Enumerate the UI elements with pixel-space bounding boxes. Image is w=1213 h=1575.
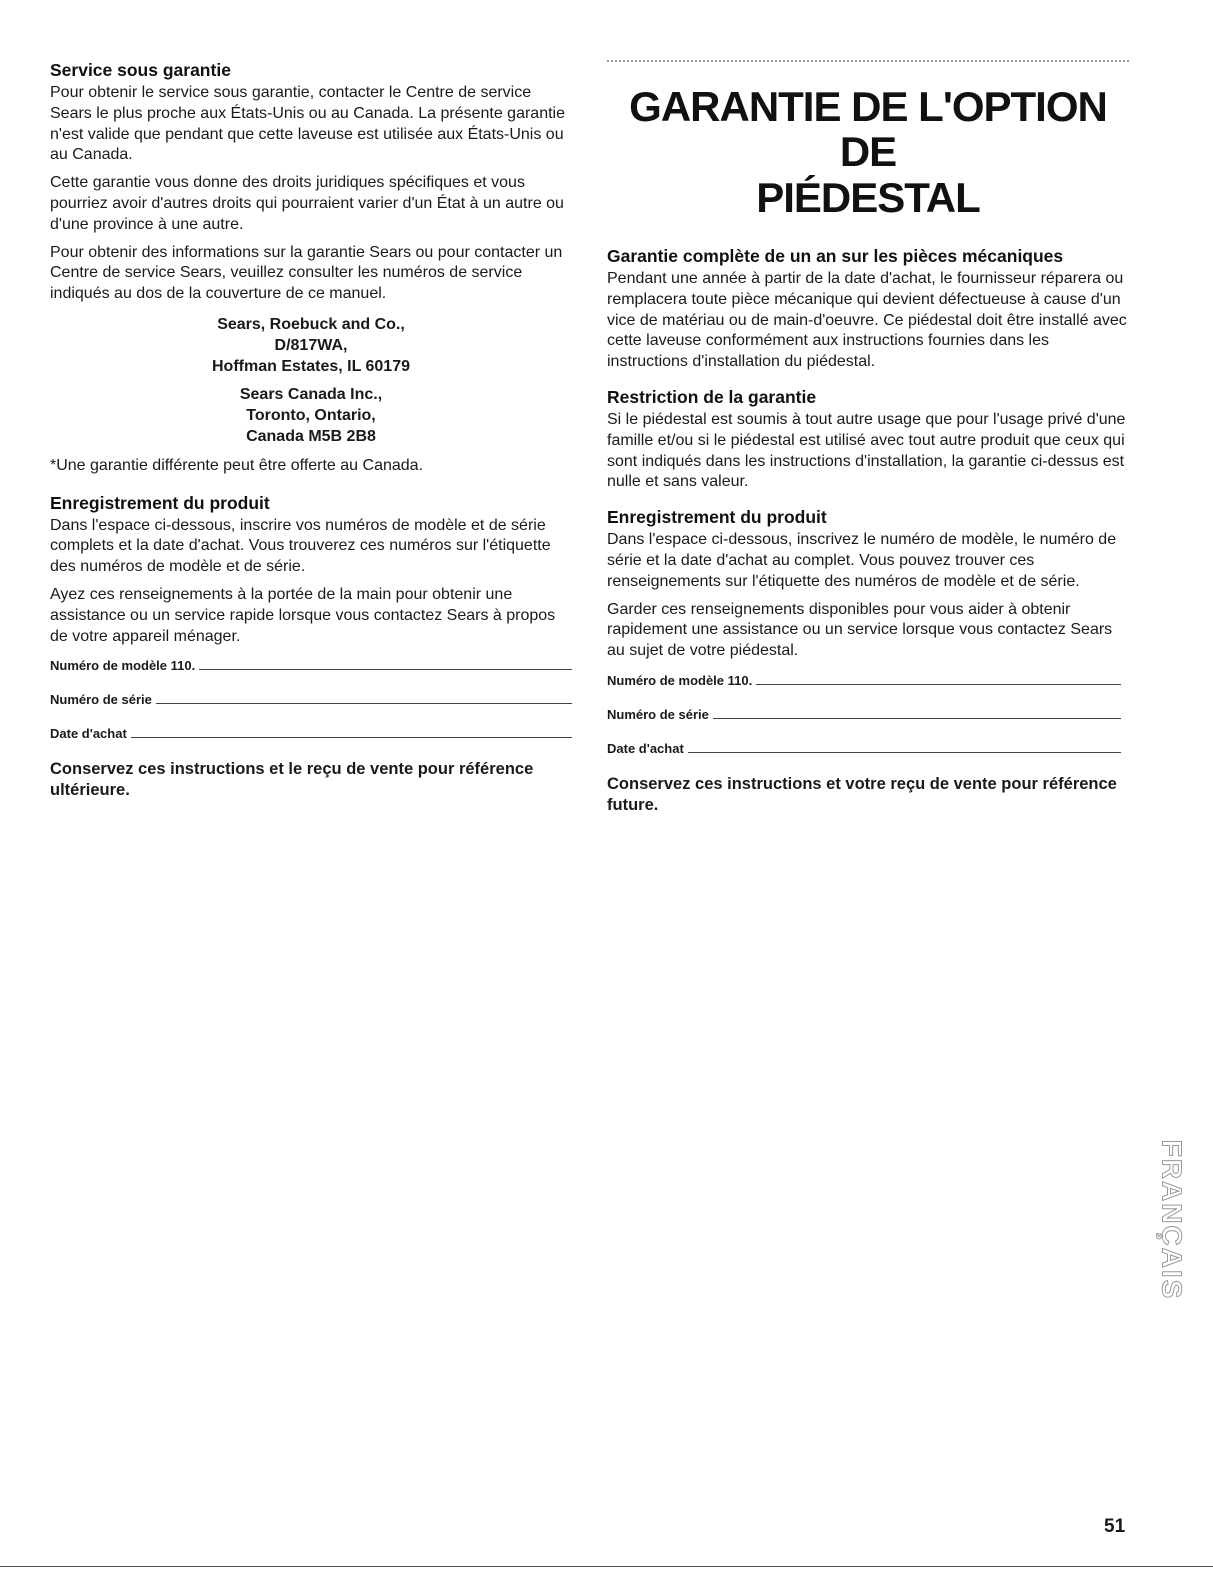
right-registration-paragraph-2: Garder ces renseignements disponibles pour vous aider à obtenir rapidement une assistance ou un service lorsque vous contactez Sears au sujet de votre piédestal. xyxy=(607,600,1113,660)
full-warranty-section xyxy=(607,246,1129,373)
left-model-number-field xyxy=(50,654,572,673)
language-side-tab xyxy=(1155,1085,1187,1355)
language-side-tab-label: FRANÇAIS xyxy=(1156,1139,1188,1301)
right-model-number-blank xyxy=(756,684,1121,685)
left-registration-fields xyxy=(50,654,572,741)
service-heading: Service sous garantie xyxy=(50,60,231,80)
left-registration-heading: Enregistrement du produit xyxy=(50,492,270,513)
page-title-line-2: PIÉDESTAL xyxy=(756,173,980,221)
right-purchase-date-label: Date d'achat xyxy=(607,741,684,757)
left-column xyxy=(50,60,572,801)
address-us-line-2: D/817WA, xyxy=(274,336,348,354)
right-serial-number-blank xyxy=(713,718,1121,719)
address-us-line-1: Sears, Roebuck and Co., xyxy=(217,315,405,333)
right-model-number-label: Numéro de modèle 110. xyxy=(607,673,753,689)
right-serial-number-label: Numéro de série xyxy=(607,707,709,723)
page-title xyxy=(607,84,1129,220)
address-ca-line-2: Toronto, Ontario, xyxy=(246,407,376,425)
left-purchase-date-blank xyxy=(131,737,572,738)
restriction-heading: Restriction de la garantie xyxy=(607,387,817,408)
address-us xyxy=(50,315,572,377)
right-purchase-date-field xyxy=(607,737,1121,756)
restriction-text: Si le piédestal est soumis à tout autre usage que pour l'usage privé d'une famille et/ou si le piédestal est utilisé avec tout autre produit que ceux qui sont indiqués dans les instructions d'installation, la garantie ci-dessus est nulle et sans valeur. xyxy=(607,411,1126,491)
title-dotted-rule xyxy=(607,60,1129,62)
right-serial-number-field xyxy=(607,703,1121,722)
right-registration-heading: Enregistrement du produit xyxy=(607,507,827,528)
canada-warranty-note: *Une garantie différente peut être offerte au Canada. xyxy=(50,456,424,474)
left-model-number-blank xyxy=(199,669,572,670)
right-keep-instructions: Conservez ces instructions et votre reçu de vente pour référence future. xyxy=(607,775,1117,814)
service-paragraph-1: Pour obtenir le service sous garantie, contacter le Centre de service Sears le plus proche aux États-Unis ou au Canada. La présente garantie n'est valide que pendant que cette laveuse est utilisée aux États-Unis ou au Canada. xyxy=(50,84,565,164)
service-paragraph-2: Cette garantie vous donne des droits juridiques spécifiques et vous pourriez avoir d'autres droits qui pourraient varier d'un État à un autre ou d'une province à une autre. xyxy=(50,174,564,233)
right-registration-paragraph-1: Dans l'espace ci-dessous, inscrivez le numéro de modèle, le numéro de série et la date d'achat au complet. Vous pouvez trouver ces renseignements sur l'étiquette des numéros de modèle et de série. xyxy=(607,531,1117,590)
full-warranty-heading: Garantie complète de un an sur les pièces mécaniques xyxy=(607,246,1064,267)
page-number: 51 xyxy=(1104,1516,1126,1537)
full-warranty-text: Pendant une année à partir de la date d'achat, le fournisseur réparera ou remplacera toute pièce mécanique qui devient défectueuse à cause d'un vice de matériau ou de main-d'oeuvre. Ce piédestal doit être installé avec cette laveuse conformément aux instructions fournies dans les instructions d'installation du piédestal. xyxy=(607,270,1127,371)
left-model-number-label: Numéro de modèle 110. xyxy=(50,658,196,674)
left-registration-paragraph-1: Dans l'espace ci-dessous, inscrire vos numéros de modèle et de série complets et la date d'achat. Vous trouverez ces numéros sur l'étiquette des numéros de modèle et de série. xyxy=(50,516,551,576)
right-model-number-field xyxy=(607,669,1121,688)
address-ca-line-3: Canada M5B 2B8 xyxy=(246,427,376,445)
address-ca-line-1: Sears Canada Inc., xyxy=(239,386,383,404)
left-serial-number-blank xyxy=(156,703,572,704)
left-keep-instructions: Conservez ces instructions et le reçu de vente pour référence ultérieure. xyxy=(50,760,534,799)
address-canada xyxy=(50,385,572,447)
right-purchase-date-blank xyxy=(688,752,1121,753)
left-purchase-date-field xyxy=(50,722,572,741)
address-us-line-3: Hoffman Estates, IL 60179 xyxy=(211,357,410,375)
service-paragraph-3: Pour obtenir des informations sur la garantie Sears ou pour contacter un Centre de service Sears, veuillez consulter les numéros de service indiqués au dos de la couverture de ce manuel. xyxy=(50,243,563,303)
right-registration-fields xyxy=(607,669,1121,756)
bottom-rule xyxy=(0,1566,1213,1567)
left-serial-number-field xyxy=(50,688,572,707)
right-column xyxy=(607,60,1129,815)
left-serial-number-label: Numéro de série xyxy=(50,692,152,708)
left-registration-paragraph-2: Ayez ces renseignements à la portée de la main pour obtenir une assistance ou un service rapide lorsque vous contactez Sears à propos de votre appareil ménager. xyxy=(50,585,556,645)
restriction-section xyxy=(607,387,1129,493)
left-registration-section xyxy=(50,493,572,801)
right-registration-section xyxy=(607,507,1129,815)
left-purchase-date-label: Date d'achat xyxy=(50,726,127,742)
page-title-line-1: GARANTIE DE L'OPTION DE xyxy=(629,83,1107,176)
